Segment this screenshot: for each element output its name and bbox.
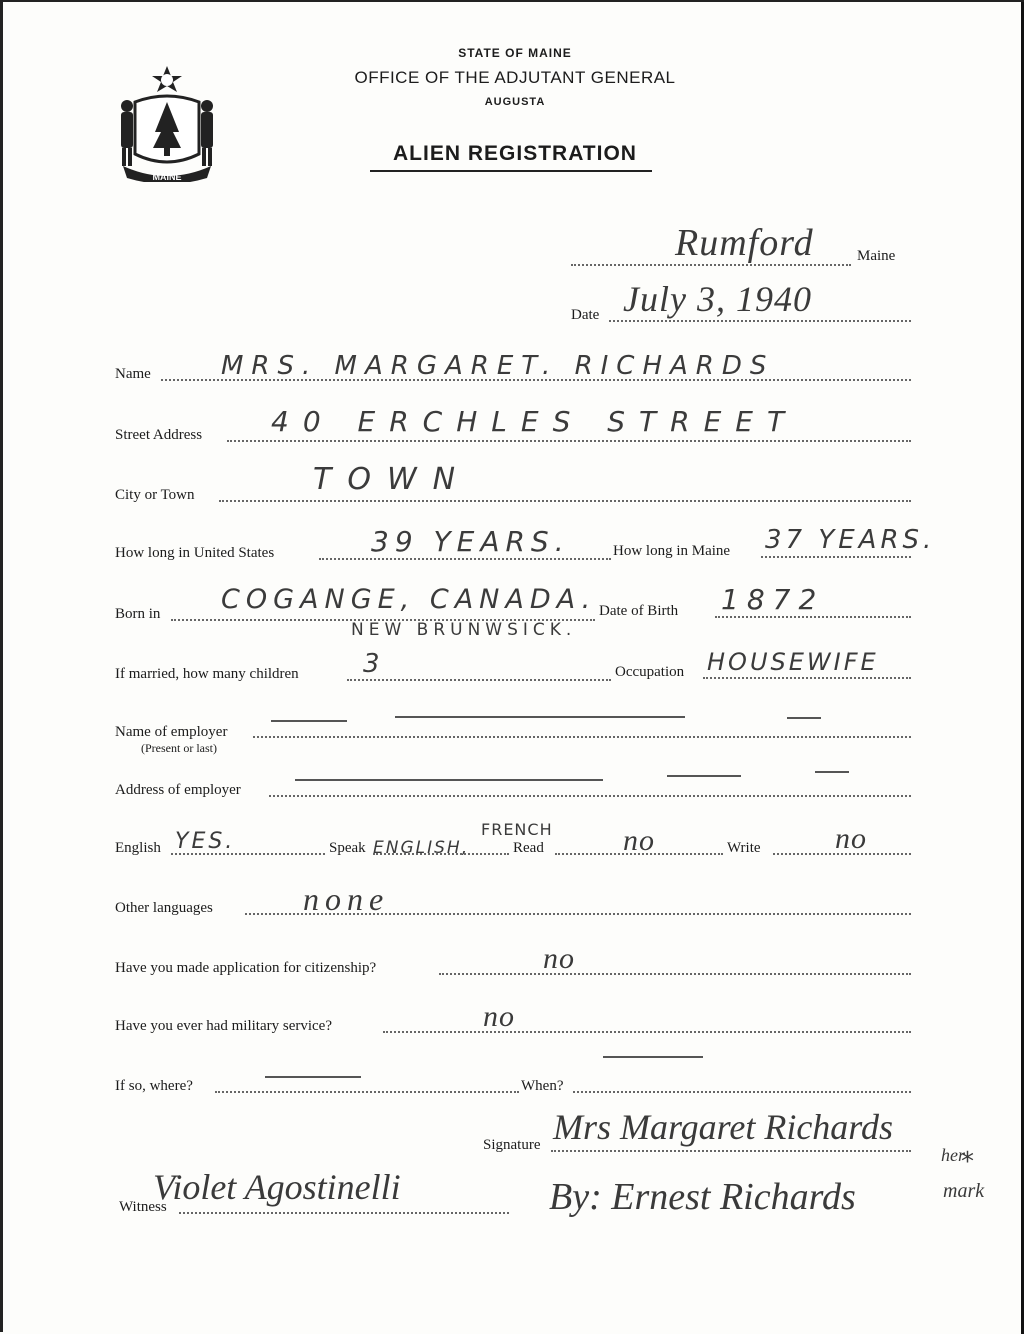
- maine-years-line: [761, 556, 911, 558]
- born-province: NEW BRUNWSICK.: [351, 620, 577, 640]
- speak-additional: FRENCH: [481, 820, 553, 839]
- witness-label: Witness: [119, 1199, 167, 1215]
- us-years-line: [319, 558, 611, 560]
- employer-label: Name of employer: [115, 724, 228, 740]
- write-value: no: [835, 822, 867, 855]
- signature-mark-word: mark: [943, 1180, 985, 1202]
- born-label: Born in: [115, 606, 161, 622]
- signature-mark-star: *: [961, 1147, 974, 1177]
- other-languages-value: none: [303, 881, 390, 917]
- where-line: [215, 1091, 519, 1093]
- other-languages-label: Other languages: [115, 900, 213, 916]
- city-label: City or Town: [115, 487, 195, 503]
- date-value: July 3, 1940: [623, 279, 812, 319]
- when-line: [573, 1091, 911, 1093]
- city-value: TOWN: [313, 462, 472, 497]
- signed-by-value: By: Ernest Richards: [549, 1176, 856, 1218]
- read-label: Read: [513, 840, 544, 856]
- speak-label: Speak: [329, 840, 366, 856]
- citizenship-value: no: [543, 942, 575, 975]
- citizenship-line: [439, 973, 911, 975]
- military-label: Have you ever had military service?: [115, 1018, 332, 1034]
- signature-value: Mrs Margaret Richards: [553, 1107, 893, 1147]
- header-state: STATE OF MAINE: [458, 46, 572, 60]
- witness-line: [179, 1212, 509, 1214]
- children-value: 3: [363, 649, 383, 679]
- where-label: If so, where?: [115, 1078, 193, 1094]
- name-value: MRS. MARGARET. RICHARDS: [221, 351, 775, 381]
- header-city: AUGUSTA: [484, 96, 546, 108]
- speak-value: ENGLISH,: [373, 838, 470, 858]
- witness-value: Violet Agostinelli: [153, 1167, 401, 1207]
- maine-label: Maine: [857, 248, 896, 264]
- date-label: Date: [571, 307, 600, 323]
- when-label: When?: [521, 1078, 564, 1094]
- signature-label: Signature: [483, 1137, 541, 1153]
- occupation-label: Occupation: [615, 664, 685, 680]
- dob-label: Date of Birth: [599, 603, 679, 619]
- write-label: Write: [727, 840, 761, 856]
- military-line: [383, 1031, 911, 1033]
- signature-mark-her: her: [941, 1145, 965, 1165]
- children-line: [347, 679, 611, 681]
- title-underline: [370, 170, 652, 172]
- town-line: [571, 264, 851, 266]
- employer-address-dash-1: [295, 779, 603, 781]
- employer-dash-3: [787, 717, 821, 719]
- military-value: no: [483, 1000, 515, 1033]
- when-dash: [603, 1056, 703, 1058]
- occupation-value: HOUSEWIFE: [707, 648, 879, 676]
- dob-value: 1872: [721, 583, 825, 616]
- name-label: Name: [115, 366, 151, 382]
- city-line: [219, 500, 911, 502]
- form-title: ALIEN REGISTRATION: [393, 142, 637, 165]
- children-label: If married, how many children: [115, 666, 299, 682]
- maine-years-label: How long in Maine: [613, 543, 731, 559]
- signature-line: [551, 1150, 911, 1152]
- street-label: Street Address: [115, 427, 203, 443]
- employer-dash-2: [395, 716, 685, 718]
- dob-line: [715, 616, 911, 618]
- header-office: OFFICE OF THE ADJUTANT GENERAL: [354, 68, 676, 87]
- us-years-label: How long in United States: [115, 545, 275, 561]
- maine-years-value: 37 YEARS.: [765, 525, 936, 555]
- citizenship-label: Have you made application for citizenship?: [115, 960, 377, 976]
- employer-address-dash-2: [667, 775, 741, 777]
- us-years-value: 39 YEARS.: [371, 525, 570, 558]
- street-value: 40 ERCHLES STREET: [271, 405, 799, 438]
- street-line: [227, 440, 911, 442]
- read-value: no: [623, 824, 655, 857]
- where-dash: [265, 1076, 361, 1078]
- employer-line: [253, 736, 911, 738]
- employer-address-dash-3: [815, 771, 849, 773]
- employer-address-line: [269, 795, 911, 797]
- english-label: English: [115, 840, 161, 856]
- employer-sublabel: (Present or last): [141, 741, 217, 755]
- born-value: COGANGE, CANADA.: [221, 584, 597, 615]
- employer-dash-1: [271, 720, 347, 722]
- date-line: [609, 320, 911, 322]
- occupation-line: [703, 677, 911, 679]
- english-value: YES.: [175, 829, 236, 854]
- svg-text:MAINE: MAINE: [152, 172, 182, 182]
- employer-address-label: Address of employer: [115, 782, 241, 798]
- town-value: Rumford: [675, 222, 814, 264]
